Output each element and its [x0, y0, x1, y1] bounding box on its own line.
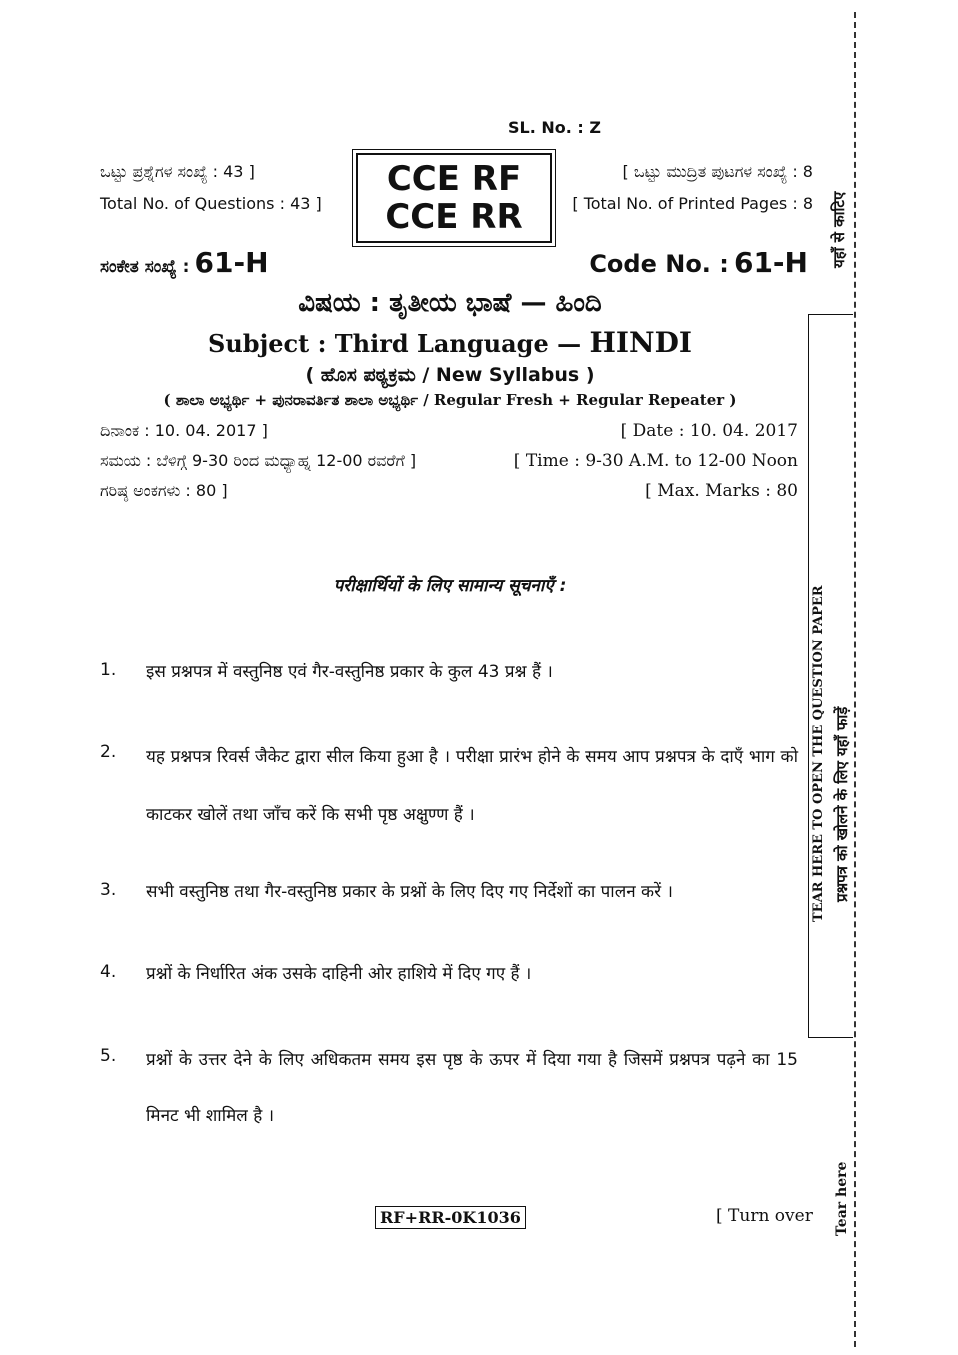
- pages-count-kannada: [ ಒಟ್ಟು ಮುದ್ರಿತ ಪುಟಗಳ ಸಂಖ್ಯೆ : 8: [622, 162, 813, 181]
- code-value-right: 61-H: [733, 246, 808, 279]
- marks-english: [ Max. Marks : 80: [645, 481, 798, 501]
- footer-code: RF+RR-0K1036: [375, 1206, 526, 1229]
- subject-english-main: HINDI: [589, 326, 692, 359]
- tear-line-dashed[interactable]: [854, 12, 856, 1347]
- pages-count-english: [ Total No. of Printed Pages : 8: [572, 194, 813, 213]
- code-number-english: [589, 246, 808, 279]
- instruction-number: 3.: [100, 880, 117, 900]
- instruction-number: 1.: [100, 660, 117, 680]
- time-kannada: ಸಮಯ : ಬೆಳಿಗ್ಗೆ 9-30 ರಿಂದ ಮಧ್ಯಾಹ್ನ 12-00 ರವರೆಗೆ ]: [100, 451, 417, 470]
- code-number-kannada: [100, 246, 269, 279]
- cut-here-hindi: यहाँ से काटिए: [830, 191, 848, 268]
- tear-here-instruction-english: TEAR HERE TO OPEN THE QUESTION PAPER: [811, 585, 826, 922]
- tear-here-instruction-hindi: प्रश्नपत्र को खोलने के लिए यहाँ फाड़ें: [833, 706, 851, 902]
- instruction-text: प्रश्नों के निर्धारित अंक उसके दाहिनी ओर हाशिये में दिए गए हैं ।: [146, 964, 532, 984]
- date-kannada: ದಿನಾಂಕ : 10. 04. 2017 ]: [100, 421, 268, 440]
- marks-row: [100, 481, 798, 501]
- syllabus-line: ( ಹೊಸ ಪಠ್ಯಕ್ರಮ / New Syllabus ): [305, 364, 595, 386]
- cce-line-1: CCE RF: [386, 159, 522, 199]
- date-english: [ Date : 10. 04. 2017: [620, 421, 798, 441]
- subject-english: [100, 326, 800, 359]
- cce-line-2: CCE RR: [385, 197, 523, 237]
- time-row: [100, 451, 798, 471]
- code-label-english: Code No. :: [589, 250, 729, 278]
- instruction-number: 5.: [100, 1046, 117, 1066]
- instruction-text: इस प्रश्नपत्र में वस्तुनिष्ठ एवं गैर-वस्तुनिष्ठ प्रकार के कुल 43 प्रश्न हैं ।: [146, 662, 553, 682]
- questions-count-english: Total No. of Questions : 43 ]: [100, 194, 322, 213]
- marks-kannada: ಗರಿಷ್ಠ ಅಂಕಗಳು : 80 ]: [100, 481, 228, 500]
- sl-number: SL. No. : Z: [508, 118, 601, 137]
- time-english: [ Time : 9-30 A.M. to 12-00 Noon: [513, 451, 798, 471]
- code-value-left: 61-H: [194, 246, 269, 279]
- code-label-kannada: ಸಂಕೇತ ಸಂಖ್ಯೆ :: [100, 257, 190, 277]
- instruction-text: सभी वस्तुनिष्ठ तथा गैर-वस्तुनिष्ठ प्रकार के प्रश्नों के लिए दिए गए निर्देशों का पालन करें ।: [146, 882, 673, 902]
- instructions-title: परीक्षार्थियों के लिए सामान्य सूचनाएँ :: [333, 576, 567, 596]
- subject-english-prefix: Subject : Third Language —: [208, 329, 582, 358]
- subject-kannada: ವಿಷಯ : ತೃತೀಯ ಭಾಷೆ — ಹಿಂದಿ: [298, 288, 602, 318]
- tear-here-label: Tear here: [834, 1161, 850, 1236]
- date-row: [100, 421, 798, 441]
- questions-count-kannada: ಒಟ್ಟು ಪ್ರಶ್ನೆಗಳ ಸಂಖ್ಯೆ : 43 ]: [100, 162, 255, 181]
- candidate-type-line: ( ಶಾಲಾ ಅಭ್ಯರ್ಥಿ + ಪುನರಾವರ್ತಿತ ಶಾಲಾ ಅಭ್ಯರ್ಥಿ / Regular Fresh + Regular Repeater ): [163, 391, 737, 409]
- cce-box: [356, 153, 552, 243]
- instruction-text: यह प्रश्नपत्र रिवर्स जैकेट द्वारा सील किया हुआ है । परीक्षा प्रारंभ होने के समय आप प्रश्नपत्र के दाएँ भाग को काटकर खोलें तथा जाँच करें कि सभी पृष्ठ अक्षुण्ण हैं ।: [146, 747, 798, 825]
- instruction-number: 2.: [100, 742, 117, 762]
- instruction-text: प्रश्नों के उत्तर देने के लिए अधिकतम समय इस पृष्ठ के ऊपर में दिया गया है जिसमें प्रश्नपत्र पढ़ने का 15 मिनट भी शामिल है ।: [146, 1050, 798, 1126]
- turn-over: [ Turn over: [716, 1206, 813, 1226]
- instruction-number: 4.: [100, 962, 117, 982]
